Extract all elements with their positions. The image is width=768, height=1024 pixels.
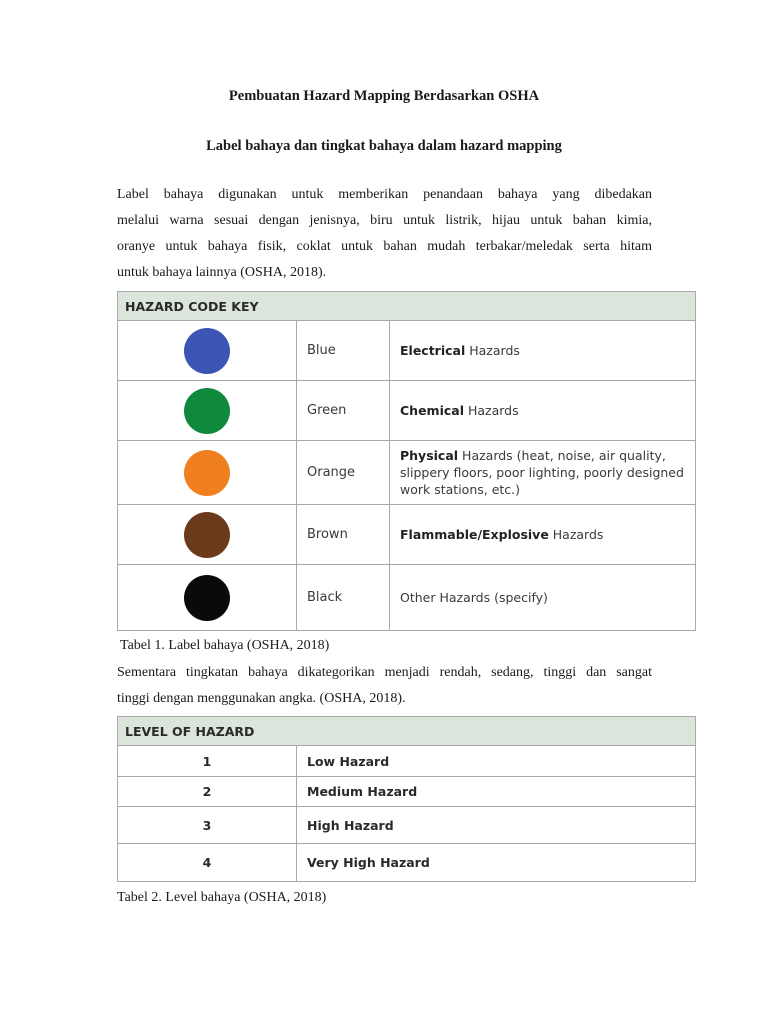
black-circle-icon xyxy=(184,575,230,621)
brown-circle-icon xyxy=(184,512,230,558)
table-row xyxy=(118,505,696,565)
hazard-code-key-table xyxy=(117,291,696,631)
table-header: LEVEL OF HAZARD xyxy=(118,717,696,746)
hazard-description: Flammable/Explosive Hazards xyxy=(390,505,696,565)
paragraph-line: Label bahaya digunakan untuk memberikan penandaan bahaya yang dibedakan xyxy=(117,187,652,202)
hazard-level-number: 2 xyxy=(118,777,297,807)
hazard-description: Electrical Hazards xyxy=(390,321,696,381)
hazard-level-number: 3 xyxy=(118,807,297,844)
blue-circle-icon xyxy=(184,328,230,374)
paragraph-line: untuk bahaya lainnya (OSHA, 2018). xyxy=(117,265,327,280)
hazard-level-name: Very High Hazard xyxy=(297,844,696,882)
table-row xyxy=(118,777,696,807)
hazard-description: Chemical Hazards xyxy=(390,381,696,441)
color-name: Orange xyxy=(297,441,390,505)
color-name: Blue xyxy=(297,321,390,381)
table-row xyxy=(118,381,696,441)
level-of-hazard-table xyxy=(117,716,696,882)
paragraph-line: oranye untuk bahaya fisik, coklat untuk bahan mudah terbakar/meledak serta hitam xyxy=(117,239,652,254)
table-row xyxy=(118,807,696,844)
hazard-level-number: 1 xyxy=(118,746,297,777)
hazard-level-number: 4 xyxy=(118,844,297,882)
color-name: Black xyxy=(297,565,390,631)
paragraph-hazard-labels xyxy=(117,182,652,286)
table-caption: Tabel 2. Level bahaya (OSHA, 2018) xyxy=(117,890,327,905)
table-row xyxy=(118,321,696,381)
hazard-description: Physical Hazards (heat, noise, air quality, slippery floors, poor lighting, poorly designed work stations, etc.) xyxy=(390,441,696,505)
section-subtitle: Label bahaya dan tingkat bahaya dalam hazard mapping xyxy=(206,138,562,154)
hazard-level-name: High Hazard xyxy=(297,807,696,844)
table-row xyxy=(118,441,696,505)
table-row xyxy=(118,844,696,882)
page-title: Pembuatan Hazard Mapping Berdasarkan OSHA xyxy=(228,88,540,104)
table-header: HAZARD CODE KEY xyxy=(118,292,696,321)
color-name: Brown xyxy=(297,505,390,565)
green-circle-icon xyxy=(184,388,230,434)
table-caption: Tabel 1. Label bahaya (OSHA, 2018) xyxy=(120,638,330,653)
paragraph-line: melalui warna sesuai dengan jenisnya, biru untuk listrik, hijau untuk bahan kimia, xyxy=(117,213,652,228)
orange-circle-icon xyxy=(184,450,230,496)
hazard-description: Other Hazards (specify) xyxy=(390,565,696,631)
paragraph-line: Sementara tingkatan bahaya dikategorikan menjadi rendah, sedang, tinggi dan sangat xyxy=(117,665,652,680)
table-row xyxy=(118,746,696,777)
table-row xyxy=(118,565,696,631)
color-name: Green xyxy=(297,381,390,441)
paragraph-hazard-levels xyxy=(117,660,652,712)
paragraph-line: tinggi dengan menggunakan angka. (OSHA, 2018). xyxy=(117,691,406,706)
hazard-level-name: Medium Hazard xyxy=(297,777,696,807)
hazard-level-name: Low Hazard xyxy=(297,746,696,777)
